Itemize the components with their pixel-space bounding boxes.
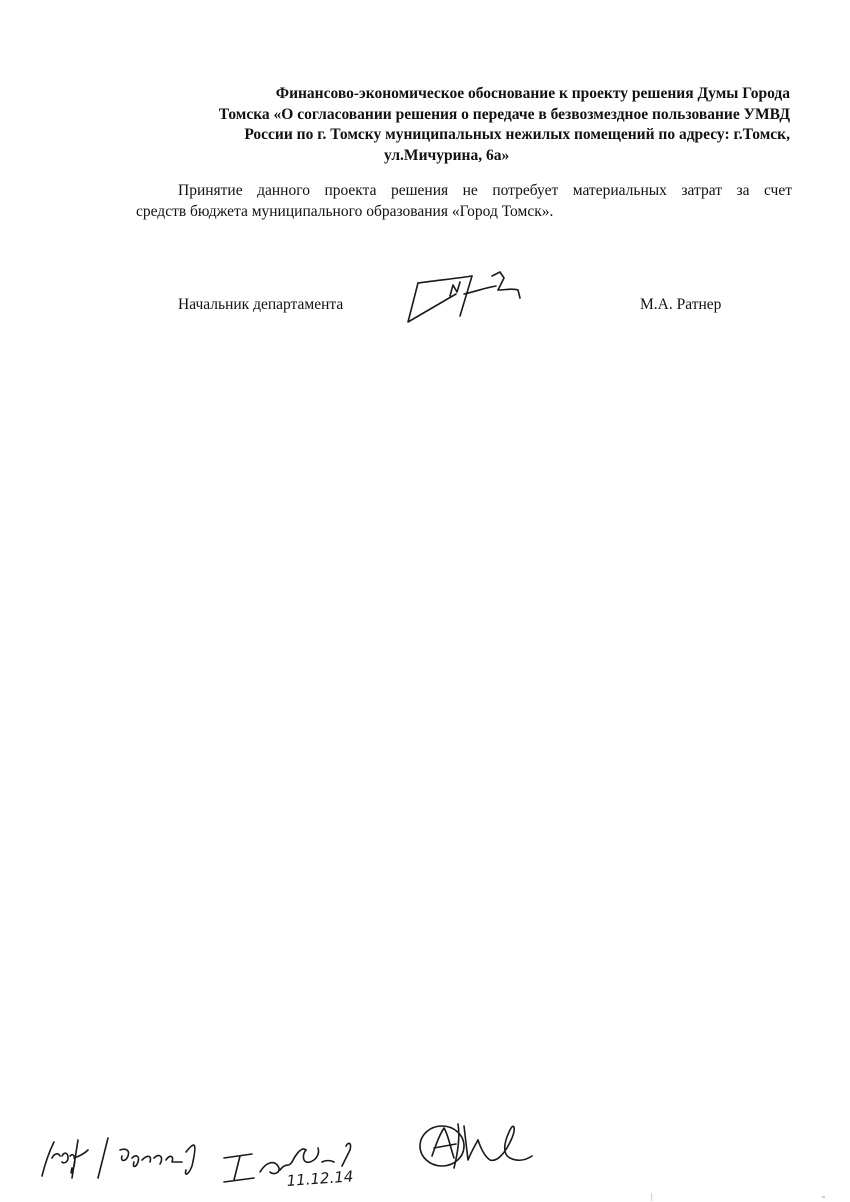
title-line: России по г. Томску муниципальных нежилых помещений по адресу: г.Томск, [244,126,790,143]
title-line: ул.Мичурина, 6а» [384,146,510,164]
handwritten-signature [400,268,530,330]
title-line: Томска «О согласовании решения о передаче в безвозмездное пользование УМВД [218,105,790,123]
signer-name: М.А. Ратнер [640,296,722,313]
approval-signature-1 [36,1132,206,1182]
approval-signature-3 [414,1116,538,1176]
title-line: Финансово-экономическое обоснование к проекту решения Думы Города [275,85,790,102]
body-line: средств бюджета муниципального образования «Город Томск». [136,203,554,220]
approval-date: 11.12.14 [286,1167,354,1190]
scan-speck [822,1196,825,1198]
signer-position: Начальник департамента [178,296,344,313]
body-line: Принятие данного проекта решения не потребует материальных затрат за счет [178,182,792,199]
signature-block [0,0,850,350]
scan-speck [651,1193,652,1201]
